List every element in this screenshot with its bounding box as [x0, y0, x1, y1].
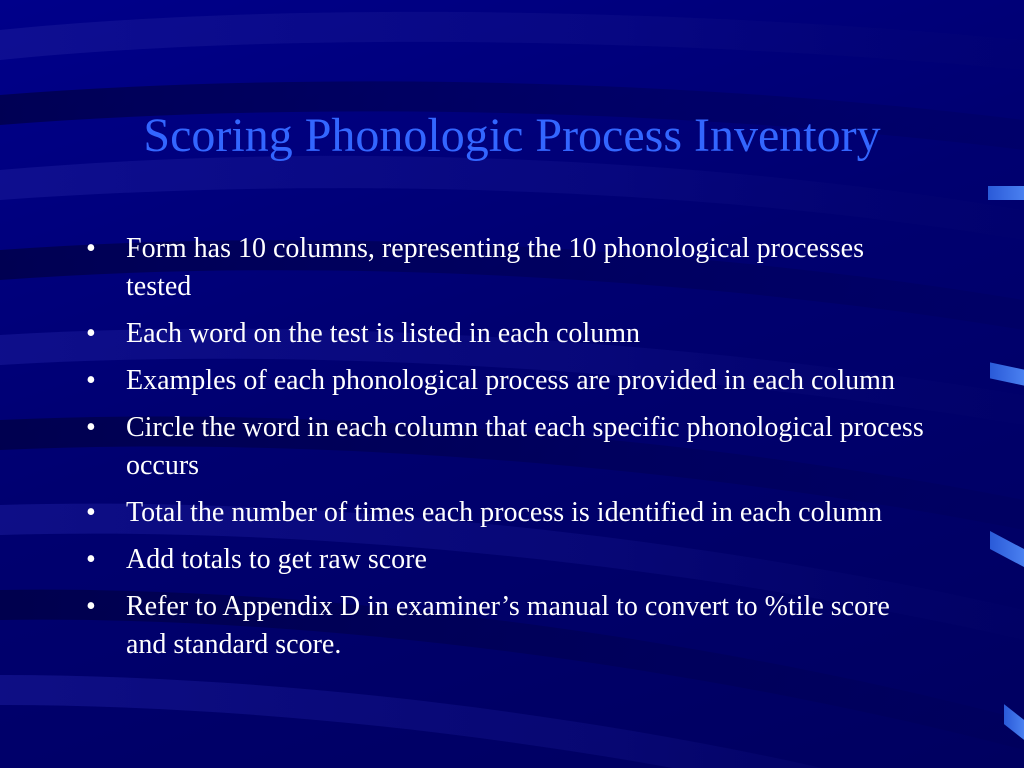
bullet-item: [86, 362, 926, 400]
bullet-text: Examples of each phonological process are provided in each column: [126, 365, 895, 396]
bullet-text: Each word on the test is listed in each column: [126, 318, 640, 349]
accent-tab-1: [988, 186, 1024, 200]
bullet-item: [86, 588, 926, 664]
bullet-icon: •: [86, 497, 96, 528]
bullet-list: [86, 230, 926, 673]
slide-title: Scoring Phonologic Process Inventory: [143, 109, 881, 162]
bullet-item: [86, 409, 926, 485]
bullet-item: [86, 541, 926, 579]
bullet-icon: •: [86, 318, 96, 349]
bullet-text: Circle the word in each column that each specific phonological process occurs: [126, 412, 924, 481]
bullet-item: [86, 230, 926, 306]
bullet-icon: •: [86, 233, 96, 264]
bullet-text: Add totals to get raw score: [126, 544, 427, 575]
bullet-text: Form has 10 columns, representing the 10 phonological processes tested: [126, 233, 864, 302]
bullet-icon: •: [86, 365, 96, 396]
bullet-icon: •: [86, 544, 96, 575]
bullet-icon: •: [86, 591, 96, 622]
bullet-text: Total the number of times each process is identified in each column: [126, 497, 883, 528]
bullet-icon: •: [86, 412, 96, 443]
bullet-text: Refer to Appendix D in examiner’s manual to convert to %tile score and standard score.: [126, 591, 890, 660]
bullet-item: [86, 494, 926, 532]
bullet-item: [86, 315, 926, 353]
